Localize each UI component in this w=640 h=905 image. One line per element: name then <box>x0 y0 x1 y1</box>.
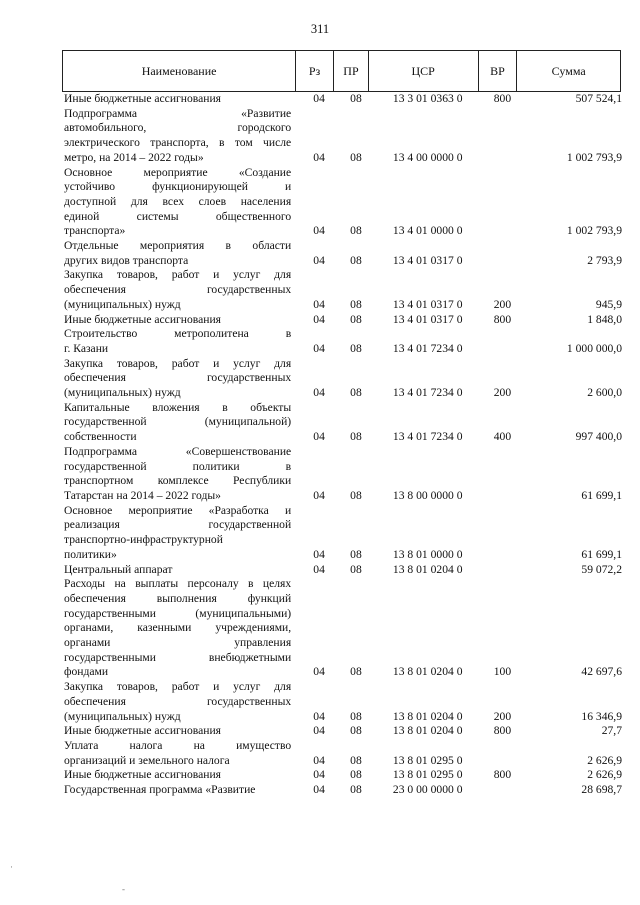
row-name-line: автомобильного, городского <box>64 121 292 135</box>
row-sum: 1 848,0 <box>587 312 622 326</box>
row-pr: 08 <box>350 753 362 767</box>
row-pr: 08 <box>350 488 362 502</box>
row-name-line: г. Казани <box>64 341 109 355</box>
row-csr: 23 0 00 0000 0 <box>392 783 463 797</box>
row-sum: 1 002 793,9 <box>566 224 622 238</box>
row-name <box>62 724 291 739</box>
row-rz: 04 <box>313 783 325 797</box>
row-name-line: собственности <box>64 430 137 444</box>
row-name-line: доступной для всех слоев населения <box>64 194 292 208</box>
row-rz: 04 <box>313 386 325 400</box>
row-csr: 13 8 01 0295 0 <box>392 753 463 767</box>
column-header-csr: ЦСР <box>369 51 479 91</box>
row-csr: 13 4 01 0317 0 <box>392 253 463 267</box>
table-row <box>62 739 622 768</box>
row-pr: 08 <box>350 312 362 326</box>
row-name <box>62 445 291 504</box>
row-sum: 1 000 000,0 <box>566 341 622 355</box>
row-name <box>62 268 291 312</box>
row-name <box>62 166 291 240</box>
row-name-line: государственной (муниципальной) <box>64 415 292 429</box>
row-name-line: Расходы на выплаты персоналу в целях <box>64 577 292 591</box>
row-pr: 08 <box>350 562 362 576</box>
row-sum: 16 346,9 <box>581 709 622 723</box>
row-vr: 800 <box>493 92 512 105</box>
row-vr: 100 <box>493 665 512 679</box>
row-rz: 04 <box>313 150 325 164</box>
table-row <box>62 724 622 739</box>
row-name-line: Подпрограмма «Совершенствование <box>64 444 292 458</box>
row-name <box>62 577 291 680</box>
table-row <box>62 680 622 724</box>
row-rz: 04 <box>313 224 325 238</box>
row-csr: 13 8 01 0204 0 <box>392 724 463 738</box>
row-sum: 2 793,9 <box>587 253 622 267</box>
row-sum: 42 697,6 <box>581 665 622 679</box>
row-name-line: Капитальные вложения в объекты <box>64 400 292 414</box>
row-name <box>62 357 291 401</box>
table-row <box>62 239 622 268</box>
row-name-line: Строительство метрополитена в <box>64 327 292 341</box>
row-rz: 04 <box>313 547 325 561</box>
row-name-line: Закупка товаров, работ и услуг для <box>64 680 292 694</box>
row-name-line: Центральный аппарат <box>64 562 173 576</box>
column-header-sum: Сумма <box>551 63 586 78</box>
row-sum: 61 699,1 <box>581 547 622 561</box>
row-csr: 13 8 01 0204 0 <box>392 709 463 723</box>
row-rz: 04 <box>313 488 325 502</box>
row-pr: 08 <box>350 297 362 311</box>
row-name-line: государственной политики в <box>64 459 292 473</box>
row-rz: 04 <box>313 92 325 105</box>
row-name-line: государственными (муниципальными) <box>64 606 292 620</box>
row-name <box>62 327 291 356</box>
row-name-line: фондами <box>64 665 109 679</box>
row-csr: 13 4 01 7234 0 <box>392 341 463 355</box>
row-rz: 04 <box>313 709 325 723</box>
row-name-line: Уплата налога на имущество <box>64 738 292 752</box>
table-header <box>62 50 621 92</box>
row-csr: 13 4 00 0000 0 <box>392 150 463 164</box>
table-row <box>62 166 622 240</box>
row-rz: 04 <box>313 253 325 267</box>
row-name <box>62 92 291 107</box>
row-name-line: организаций и земельного налога <box>64 753 230 767</box>
table-row <box>62 577 622 680</box>
row-sum: 2 600,0 <box>587 386 622 400</box>
row-vr: 800 <box>493 312 512 326</box>
row-sum: 945,9 <box>595 297 622 311</box>
row-pr: 08 <box>350 341 362 355</box>
row-vr: 400 <box>493 430 512 444</box>
row-name-line: государственными внебюджетными <box>64 650 292 664</box>
row-csr: 13 8 00 0000 0 <box>392 488 463 502</box>
row-name-line: обеспечения государственных <box>64 283 292 297</box>
row-name-line: Основное мероприятие «Создание <box>64 165 292 179</box>
row-csr: 13 4 01 7234 0 <box>392 386 463 400</box>
row-name <box>62 107 291 166</box>
row-pr: 08 <box>350 768 362 782</box>
row-name-line: обеспечения государственных <box>64 694 292 708</box>
table-row <box>62 768 622 783</box>
row-csr: 13 8 01 0000 0 <box>392 547 463 561</box>
table-row <box>62 327 622 356</box>
row-name-line: реализация государственной <box>64 518 292 532</box>
row-pr: 08 <box>350 150 362 164</box>
row-rz: 04 <box>313 724 325 738</box>
row-sum: 59 072,2 <box>581 562 622 576</box>
row-name-line: Закупка товаров, работ и услуг для <box>64 356 292 370</box>
row-csr: 13 8 01 0295 0 <box>392 768 463 782</box>
column-header-vr: ВР <box>479 51 518 91</box>
row-rz: 04 <box>313 430 325 444</box>
row-name-line: метро, на 2014 – 2022 годы» <box>64 150 204 164</box>
row-csr: 13 4 01 0317 0 <box>392 312 463 326</box>
row-csr: 13 8 01 0204 0 <box>392 562 463 576</box>
row-name-line: (муниципальных) нужд <box>64 386 181 400</box>
row-vr: 800 <box>493 768 512 782</box>
row-name <box>62 239 291 268</box>
table-body <box>62 92 622 798</box>
row-vr: 200 <box>493 297 512 311</box>
row-pr: 08 <box>350 547 362 561</box>
row-name-line: Иные бюджетные ассигнования <box>64 92 221 105</box>
row-pr: 08 <box>350 224 362 238</box>
row-name-line: обеспечения выполнения функций <box>64 591 292 605</box>
row-csr: 13 4 01 0000 0 <box>392 224 463 238</box>
row-name <box>62 680 291 724</box>
table-row <box>62 445 622 504</box>
row-name-line: транспорта» <box>64 224 126 238</box>
row-name-line: Отдельные мероприятия в области <box>64 239 292 253</box>
row-name-line: Иные бюджетные ассигнования <box>64 724 221 738</box>
table-row <box>62 313 622 328</box>
row-name <box>62 768 291 783</box>
row-pr: 08 <box>350 253 362 267</box>
table-row <box>62 783 622 798</box>
row-sum: 61 699,1 <box>581 488 622 502</box>
row-csr: 13 3 01 0363 0 <box>392 92 463 105</box>
row-name-line: Иные бюджетные ассигнования <box>64 312 221 326</box>
row-name-line: Иные бюджетные ассигнования <box>64 768 221 782</box>
row-name <box>62 563 291 578</box>
row-name-line: Подпрограмма «Развитие <box>64 106 292 120</box>
row-sum: 507 524,1 <box>575 92 622 105</box>
row-rz: 04 <box>313 297 325 311</box>
row-name-line: (муниципальных) нужд <box>64 297 181 311</box>
row-name-line: электрического транспорта, в том числе <box>64 136 292 150</box>
table-row <box>62 563 622 578</box>
row-rz: 04 <box>313 312 325 326</box>
row-name <box>62 783 291 798</box>
row-name-line: транспортно-инфраструктурной <box>64 533 223 547</box>
row-name-line: обеспечения государственных <box>64 371 292 385</box>
row-csr: 13 4 01 7234 0 <box>392 430 463 444</box>
row-name-line: транспортном комплексе Республики <box>64 474 292 488</box>
row-pr: 08 <box>350 665 362 679</box>
table-row <box>62 268 622 312</box>
row-rz: 04 <box>313 562 325 576</box>
column-header-rz: Рз <box>296 51 334 91</box>
row-name <box>62 401 291 445</box>
column-header-name: Наименование <box>63 51 296 91</box>
row-name <box>62 739 291 768</box>
row-sum: 27,7 <box>601 724 622 738</box>
row-vr: 200 <box>493 709 512 723</box>
row-csr: 13 8 01 0204 0 <box>392 665 463 679</box>
row-sum: 997 400,0 <box>575 430 622 444</box>
row-vr: 800 <box>493 724 512 738</box>
row-name-line: других видов транспорта <box>64 253 189 267</box>
row-rz: 04 <box>313 753 325 767</box>
scan-mark: - <box>122 884 125 894</box>
row-pr: 08 <box>350 724 362 738</box>
row-name-line: (муниципальных) нужд <box>64 709 181 723</box>
row-rz: 04 <box>313 665 325 679</box>
row-sum: 2 626,9 <box>587 753 622 767</box>
row-pr: 08 <box>350 92 362 105</box>
row-sum: 28 698,7 <box>581 783 622 797</box>
row-name-line: Закупка товаров, работ и услуг для <box>64 268 292 282</box>
row-vr: 200 <box>493 386 512 400</box>
table-row <box>62 357 622 401</box>
row-sum: 2 626,9 <box>587 768 622 782</box>
row-pr: 08 <box>350 709 362 723</box>
row-pr: 08 <box>350 430 362 444</box>
table-row <box>62 401 622 445</box>
row-csr: 13 4 01 0317 0 <box>392 297 463 311</box>
table-row <box>62 504 622 563</box>
row-name-line: Основное мероприятие «Разработка и <box>64 503 292 517</box>
row-name-line: Татарстан на 2014 – 2022 годы» <box>64 488 221 502</box>
row-name-line: органами управления <box>64 636 292 650</box>
page-number: 311 <box>310 22 330 36</box>
row-name-line: Государственная программа «Развитие <box>64 783 256 797</box>
row-name <box>62 504 291 563</box>
column-header-pr: ПР <box>334 51 369 91</box>
scan-mark: · <box>10 862 13 872</box>
row-name-line: единой системы общественного <box>64 209 292 223</box>
row-name-line: политики» <box>64 547 117 561</box>
row-pr: 08 <box>350 386 362 400</box>
table-row <box>62 107 622 166</box>
row-rz: 04 <box>313 341 325 355</box>
row-sum: 1 002 793,9 <box>566 150 622 164</box>
row-pr: 08 <box>350 783 362 797</box>
row-name-line: органами, казенными учреждениями, <box>64 621 292 635</box>
row-rz: 04 <box>313 768 325 782</box>
row-name <box>62 313 291 328</box>
row-name-line: устойчиво функционирующей и <box>64 180 292 194</box>
table-row <box>62 92 622 107</box>
